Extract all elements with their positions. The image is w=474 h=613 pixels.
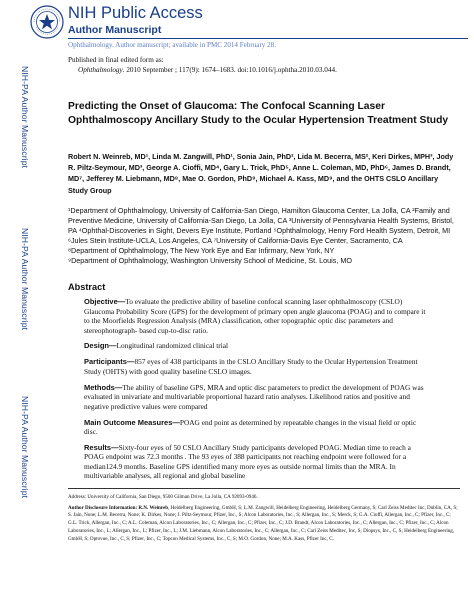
section-text: To evaluate the predictive ability of baseline confocal scanning laser ophthalmoscopy (CSLO) Glaucoma Probability Score (GPS) for the development of primary open angle glaucoma (POAG) and to compare it to the Moorfields Regression Analysis (MRA) classification, other topographic optic disc parameters and stereophotograph- based cup-to-disc ratio. bbox=[84, 297, 426, 335]
section-text: Sixty-four eyes of 50 CSLO Ancillary Study participants developed POAG. Median time to reach a POAG endpoint was 72.3 months . The 93 eyes of 388 participants not reaching endpoint were followed for a median124.9 months. Baseline GPS identified many more eyes as outside normal limits than the MRA. In multivariable analyses, all regional and global baseline bbox=[84, 442, 411, 481]
abstract-section bbox=[84, 357, 430, 376]
section-text: POAG end point as determined by repeatable changes in the visual field or optic disc. bbox=[84, 417, 417, 437]
nih-seal-logo bbox=[30, 5, 64, 39]
abstract-heading: Abstract bbox=[68, 282, 106, 292]
author-list: Robert N. Weinreb, MD¹, Linda M. Zangwill, PhD¹, Sonia Jain, PhD², Lida M. Becerra, MS², Keri Dirkes, MPH³, Jody R. Piltz-Seymour, MD³, George A. Cioffi, MD⁴, Gary L. Trick, PhD⁵, Anne L. Coleman, MD, PhD⁶, James D. Brandt, MD⁷, Jefferey M. Liebmann, MD⁸, Mae O. Gordon, PhD⁹, Michael A. Kass, MD⁹, and the OHTS CSLO Ancillary Study Group bbox=[68, 152, 454, 195]
disclosure-label: Author Disclosure Information: R.N. Weinreb bbox=[68, 504, 169, 511]
footnotes bbox=[68, 494, 460, 546]
section-text: Longitudinal randomized clinical trial bbox=[116, 341, 229, 351]
disclosure-text: , Heidelberg Engineering, GmbH, S; L.M. Zangwill, Heidelberg Engineering, Heidelberg Germany, S; Carl Zeiss Meditec Inc, Dublin, CA, S; S. Jain, None; L.M. Becerra, None; K. Dirkes, None; J. Piltz-Seymour, Pfizer, Inc., S; Alcon Laboratories, Inc., S; Allergan, Inc., S; Merck, S; G.A. Cioffi, Allergan, Inc., C; Pfizer, Inc., C; G.L. Trick, Allergan, Inc., C; A.L. Coleman, Alcon Laboratories, Inc., C; Allergan, Inc., C; Pfizer, Inc., C; J.D. Brandt, Alcon Laboratories, Inc., C; Allergan, Inc., C; Pfizer, Inc., C; Alcon Laboratories, Inc., L; Allergan, Inc., L; Pfizer, Inc., L; J.M. Liebmann, Alcon Laboratories, Inc., C; Allergan, Inc., C; Carl Zeiss Meditec, Inc, S; Diopsys, Inc., C, S; Heidelberg Engineering, GmbH, S; Optovue, Inc., C, S; Pfizer, Inc., C; Topcon Medical Systems, Inc., C, S; M.O. Gordon, None; M.A. Kass, Pfizer Inc, C. bbox=[68, 504, 458, 542]
abstract-section bbox=[84, 341, 430, 351]
citation bbox=[78, 66, 337, 74]
sidebar-label: NIH-PA Author Manuscript bbox=[20, 228, 30, 331]
address-footnote: Address: University of California, San Diego, 9500 Gilman Drive, La Jolla, CA 92093-0946. bbox=[68, 494, 258, 500]
section-label: Methods— bbox=[84, 382, 123, 392]
citation-journal: Ophthalmology bbox=[78, 66, 123, 74]
disclosure-footnote bbox=[68, 505, 460, 544]
nih-public-access-title: NIH Public Access bbox=[68, 4, 203, 22]
abstract-section bbox=[84, 383, 430, 412]
header-divider bbox=[68, 38, 468, 39]
section-label: Main Outcome Measures— bbox=[84, 417, 180, 427]
abstract-section bbox=[84, 418, 430, 437]
footnote-divider bbox=[68, 488, 460, 489]
section-label: Design— bbox=[84, 341, 117, 351]
article-title: Predicting the Onset of Glaucoma: The Confocal Scanning Laser Ophthalmoscopy Ancillary Study to the Ocular Hypertension Treatment Study bbox=[68, 101, 449, 126]
section-text: The ability of baseline GPS, MRA and optic disc parameters to predict the development of POAG was evaluated in univariate and multivariable proportional hazard ratio analyses. Likelihood ratios and positive and negative predictive values were compared bbox=[84, 382, 424, 411]
affiliation-line: ⁸Department of Ophthalmology, The New York Eye and Ear Infirmary, New York, NY bbox=[68, 246, 335, 255]
affiliation-line: ¹Department of Ophthalmology, University of California-San Diego, Hamilton Glaucoma Center, La Jolla, CA ²Family and Preventive Medicine, University of California-San Diego, La Jolla, CA ³University of Pennsylvania Health Systems, Bristol, PA ⁴Ophthal-Discoveries in Sight, Devers Eye Institute, Portland ⁵Ophthalmology, Henry Ford Health System, Detroit, MI ⁶Jules Stein Institute-UCLA, Los Angeles, CA ⁷University of California-Davis Eye Center, Sacramento, CA bbox=[68, 206, 454, 245]
sidebar-label: NIH-PA Author Manuscript bbox=[20, 66, 30, 169]
citation-details: . 2010 September ; 117(9): 1674–1683. doi:10.1016/j.ophtha.2010.03.044. bbox=[122, 66, 337, 74]
section-label: Objective— bbox=[84, 297, 126, 306]
sidebar-label: NIH-PA Author Manuscript bbox=[20, 396, 30, 499]
section-text: 857 eyes of 438 participants in the CSLO Ancillary Study to the Ocular Hypertension Treatment Study (OHTS) with good quality baseline CSLO images. bbox=[84, 357, 418, 376]
manuscript-sidebar bbox=[0, 0, 32, 613]
section-label: Results— bbox=[84, 442, 119, 452]
affiliation-line: ⁹Department of Ophthalmology, Washington University School of Medicine, St. Louis, MO bbox=[68, 256, 352, 265]
affiliations bbox=[68, 206, 460, 266]
abstract-section bbox=[84, 443, 430, 481]
abstract-body bbox=[84, 297, 430, 487]
availability-note: Ophthalmology. Author manuscript; available in PMC 2014 February 28. bbox=[68, 41, 276, 49]
published-line: Published in final edited form as: bbox=[68, 56, 164, 64]
abstract-section bbox=[84, 297, 430, 335]
author-manuscript-label: Author Manuscript bbox=[68, 24, 162, 36]
section-label: Participants— bbox=[84, 357, 135, 367]
